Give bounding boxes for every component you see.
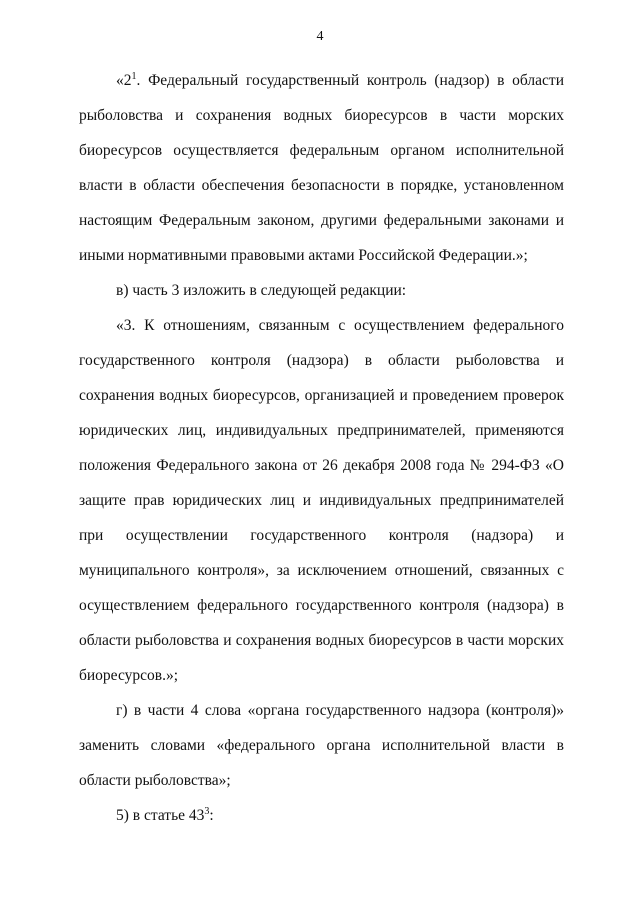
paragraph-part-4: г) в части 4 слова «органа государственного надзора (контроля)» заменить словами «федерального органа исполнительной власти в области рыболовства»; <box>79 702 564 789</box>
paragraph-text: . Федеральный государственный контроль (надзор) в области рыболовства и сохранения водных биоресурсов в части морских биоресурсов осуществляется федеральным органом исполнительной власти в области обеспечения безопасности в порядке, установленном настоящим Федеральным законом, другими федеральными законами и иными нормативными правовыми актами Российской Федерации.»; <box>79 72 564 264</box>
paragraph-lead: 5) в статье 43 <box>116 807 205 824</box>
superscript: 1 <box>131 71 137 82</box>
paragraph-lead: «2 <box>116 72 132 89</box>
paragraph-article-43 <box>79 798 564 833</box>
paragraph-part-3-intro: в) часть 3 изложить в следующей редакции: <box>116 282 407 299</box>
paragraph-part-3-text: «3. К отношениям, связанным с осуществлением федерального государственного контроля (надзора) в области рыболовства и сохранения водных биоресурсов, организацией и проведением проверок юридических лиц, индивидуальных предпринимателей, применяются положения Федерального закона от 26 декабря 2008 года № 294-ФЗ «О защите прав юридических лиц и индивидуальных предпринимателей при осуществлении государственного контроля (надзора) и муниципального контроля», за исключением отношений, связанных с осуществлением федерального государственного контроля (надзора) в области рыболовства и сохранения водных биоресурсов в части морских биоресурсов.»; <box>79 317 564 684</box>
page-number: 4 <box>316 29 324 44</box>
paragraph-text: : <box>209 807 214 824</box>
paragraph-federal-control <box>79 63 564 273</box>
superscript: 3 <box>204 806 210 817</box>
document-body <box>79 63 564 833</box>
